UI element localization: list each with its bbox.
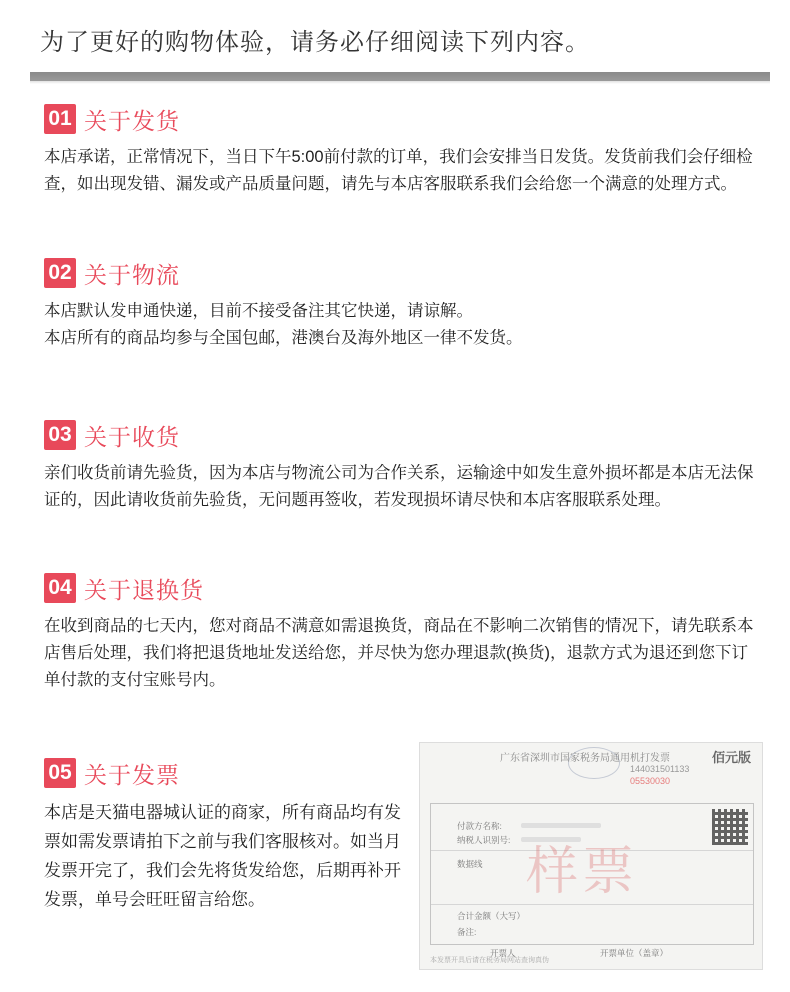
section-header	[44, 258, 756, 288]
section-title: 关于发票	[84, 761, 180, 788]
section-returns	[44, 573, 756, 694]
section-text: 在收到商品的七天内，您对商品不满意如需退换货，商品在不影响二次销售的情况下，请先联系本店售后处理，我们将把退货地址发送给您，并尽快为您办理退款(换货)，退款方式为退还到您下订单付款的支付宝账号内。	[44, 617, 754, 689]
sample-watermark: 样票	[526, 843, 639, 901]
section-invoice	[44, 758, 409, 914]
section-shipping	[44, 104, 756, 198]
invoice-code: 144031501133	[630, 764, 690, 774]
item-label: 数据线	[457, 859, 483, 869]
qr-code-icon	[712, 809, 748, 845]
section-number: 03	[44, 420, 76, 450]
issuer-label: 开票人	[490, 948, 516, 958]
section-text: 本店是天猫电器城认证的商家，所有商品均有发票如需发票请拍下之前与我们客服核对。如当月发票开完了，我们会先将货发给您，后期再补开发票，单号会旺旺留言给您。	[44, 803, 401, 909]
section-number: 04	[44, 573, 76, 603]
section-title: 关于发货	[84, 107, 180, 134]
redacted-field	[521, 823, 601, 828]
section-header	[44, 573, 756, 603]
section-number: 01	[44, 104, 76, 134]
invoice-codes	[630, 763, 689, 787]
table-row	[431, 904, 753, 905]
section-logistics	[44, 258, 756, 352]
invoice-header: 广东省深圳市国家税务局通用机打发票	[500, 753, 670, 764]
section-number: 02	[44, 258, 76, 288]
section-body	[44, 144, 756, 198]
section-header	[44, 104, 756, 134]
tax-id-label: 纳税人识别号:	[457, 835, 511, 845]
section-body	[44, 798, 409, 914]
section-text: 本店所有的商品均参与全国包邮，港澳台及海外地区一律不发货。	[44, 329, 523, 347]
section-body	[44, 298, 756, 352]
section-title: 关于收货	[84, 423, 180, 450]
invoice-sample-image	[419, 742, 763, 970]
invoice-version: 佰元版	[712, 750, 752, 765]
section-header	[44, 758, 409, 788]
section-body	[44, 613, 756, 694]
invoice-number: 05530030	[630, 776, 671, 786]
page-title: 为了更好的购物体验，请务必仔细阅读下列内容。	[40, 29, 590, 56]
remark-label: 备注:	[457, 927, 477, 937]
section-body	[44, 460, 756, 514]
title-divider-shadow	[30, 81, 770, 84]
total-label: 合计金额（大写）	[457, 911, 526, 921]
section-number: 05	[44, 758, 76, 788]
section-title: 关于物流	[84, 261, 180, 288]
title-divider	[30, 72, 770, 81]
payer-label: 付款方名称:	[457, 821, 502, 831]
invoice-footer: 本发票开具后请在税务局网站查询真伪	[430, 957, 549, 964]
section-text: 本店承诺，正常情况下，当日下午5:00前付款的订单，我们会安排当日发货。发货前我们会仔细检查，如出现发错、漏发或产品质量问题，请先与本店客服联系我们会给您一个满意的处理方式。	[44, 148, 753, 193]
section-header	[44, 420, 756, 450]
section-text: 本店默认发申通快递，目前不接受备注其它快递，请谅解。	[44, 302, 473, 320]
section-text: 亲们收货前请先验货，因为本店与物流公司为合作关系，运输途中如发生意外损坏都是本店无法保证的，因此请收货前先验货，无问题再签收，若发现损坏请尽快和本店客服联系处理。	[44, 464, 754, 509]
section-title: 关于退换货	[84, 576, 204, 603]
seller-label: 开票单位（盖章）	[600, 948, 669, 958]
section-receiving	[44, 420, 756, 514]
